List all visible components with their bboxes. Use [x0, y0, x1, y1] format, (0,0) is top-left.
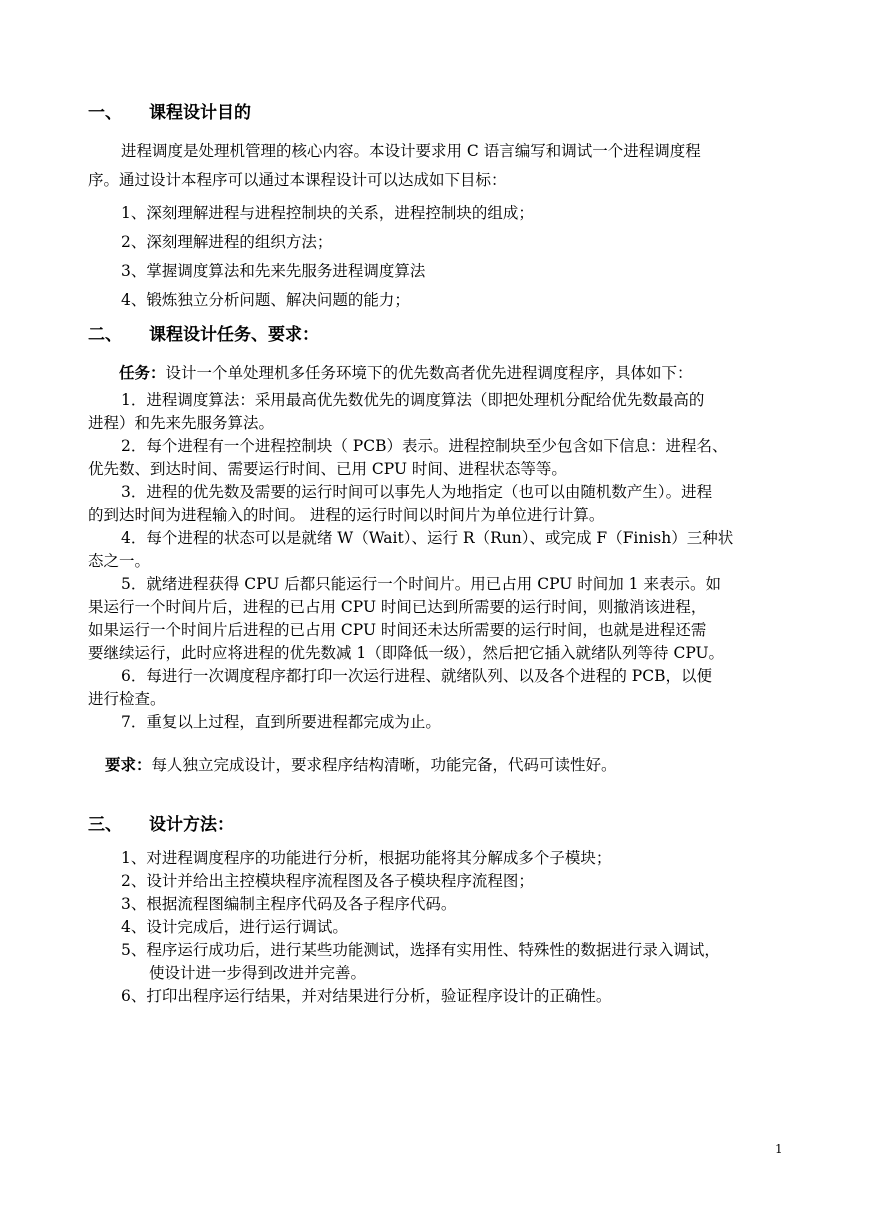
point-6-line-2: 进行检查。	[88, 690, 166, 708]
section-2-heading	[0, 320, 869, 344]
goal-item-2: 2、深刻理解进程的组织方法；	[121, 233, 333, 251]
task-line	[119, 361, 693, 383]
section-1-intro-line-1: 进程调度是处理机管理的核心内容。本设计要求用 C 语言编写和调试一个进程调度程	[121, 142, 701, 160]
point-5-line-3: 如果运行一个时间片后进程的已占用 CPU 时间还未达所需要的运行时间，也就是进程还需	[88, 621, 707, 639]
method-step-3: 3、根据流程图编制主程序代码及各子程序代码。	[121, 895, 457, 913]
point-5-line-1: 5．就绪进程获得 CPU 后都只能运行一个时间片。用已占用 CPU 时间加 1 来表示。如	[121, 575, 721, 593]
section-3-heading	[0, 810, 869, 834]
section-1-title: 课程设计目的	[149, 103, 251, 123]
section-2-number: 二、	[88, 325, 122, 345]
section-3-number: 三、	[88, 815, 122, 835]
point-2-line-1: 2．每个进程有一个进程控制块（ PCB）表示。进程控制块至少包含如下信息：进程名、	[121, 437, 728, 455]
goal-item-3: 3、掌握调度算法和先来先服务进程调度算法	[121, 262, 426, 280]
requirement-text: 每人独立完成设计，要求程序结构清晰，功能完备，代码可读性好。	[151, 756, 617, 774]
requirement-label: 要求：	[105, 756, 152, 774]
point-5-line-2: 果运行一个时间片后，进程的已占用 CPU 时间已达到所需要的运行时间，则撤消该进程，	[88, 598, 707, 616]
point-4-line-2: 态之一。	[88, 552, 151, 570]
point-3-line-1: 3．进程的优先数及需要的运行时间可以事先人为地指定（也可以由随机数产生）。进程	[121, 483, 713, 501]
section-3-title: 设计方法：	[149, 815, 234, 835]
point-6-line-1: 6．每进行一次调度程序都打印一次运行进程、就绪队列、以及各个进程的 PCB，以便	[121, 667, 712, 685]
goal-item-1: 1、深刻理解进程与进程控制块的关系，进程控制块的组成；	[121, 204, 534, 222]
point-7-line-1: 7．重复以上过程，直到所要进程都完成为止。	[121, 713, 441, 731]
task-label: 任务：	[119, 364, 166, 382]
method-step-5-continued: 使设计进一步得到改进并完善。	[149, 964, 367, 982]
point-1-line-2: 进程）和先来先服务算法。	[88, 414, 275, 432]
method-step-5: 5、程序运行成功后，进行某些功能测试，选择有实用性、特殊性的数据进行录入调试，	[121, 941, 720, 959]
section-1-heading	[0, 98, 869, 122]
method-step-1: 1、对进程调度程序的功能进行分析，根据功能将其分解成多个子模块；	[121, 849, 612, 867]
method-step-6: 6、打印出程序运行结果，并对结果进行分析，验证程序设计的正确性。	[121, 987, 612, 1005]
point-4-line-1: 4．每个进程的状态可以是就绪 W（Wait）、运行 R（Run）、或完成 F（Finish）三种状	[121, 529, 734, 547]
page-number: 1	[775, 1142, 783, 1156]
section-2-title: 课程设计任务、要求：	[149, 325, 319, 345]
task-text: 设计一个单处理机多任务环境下的优先数高者优先进程调度程序，具体如下：	[165, 364, 693, 382]
method-step-2: 2、设计并给出主控模块程序流程图及各子模块程序流程图；	[121, 872, 534, 890]
point-1-line-1: 1．进程调度算法：采用最高优先数优先的调度算法（即把处理机分配给优先数最高的	[121, 391, 705, 409]
section-1-number: 一、	[88, 103, 122, 123]
point-5-line-4: 要继续运行，此时应将进程的优先数减 1（即降低一级），然后把它插入就绪队列等待 CPU。	[88, 644, 725, 662]
point-3-line-2: 的到达时间为进程输入的时间。 进程的运行时间以时间片为单位进行计算。	[88, 506, 605, 524]
point-2-line-2: 优先数、到达时间、需要运行时间、已用 CPU 时间、进程状态等等。	[88, 460, 567, 478]
goal-item-4: 4、锻炼独立分析问题、解决问题的能力；	[121, 291, 410, 309]
requirement-line	[105, 753, 617, 775]
section-1-intro-line-2: 序。通过设计本程序可以通过本课程设计可以达成如下目标：	[88, 171, 507, 189]
method-step-4: 4、设计完成后，进行运行调试。	[121, 918, 348, 936]
